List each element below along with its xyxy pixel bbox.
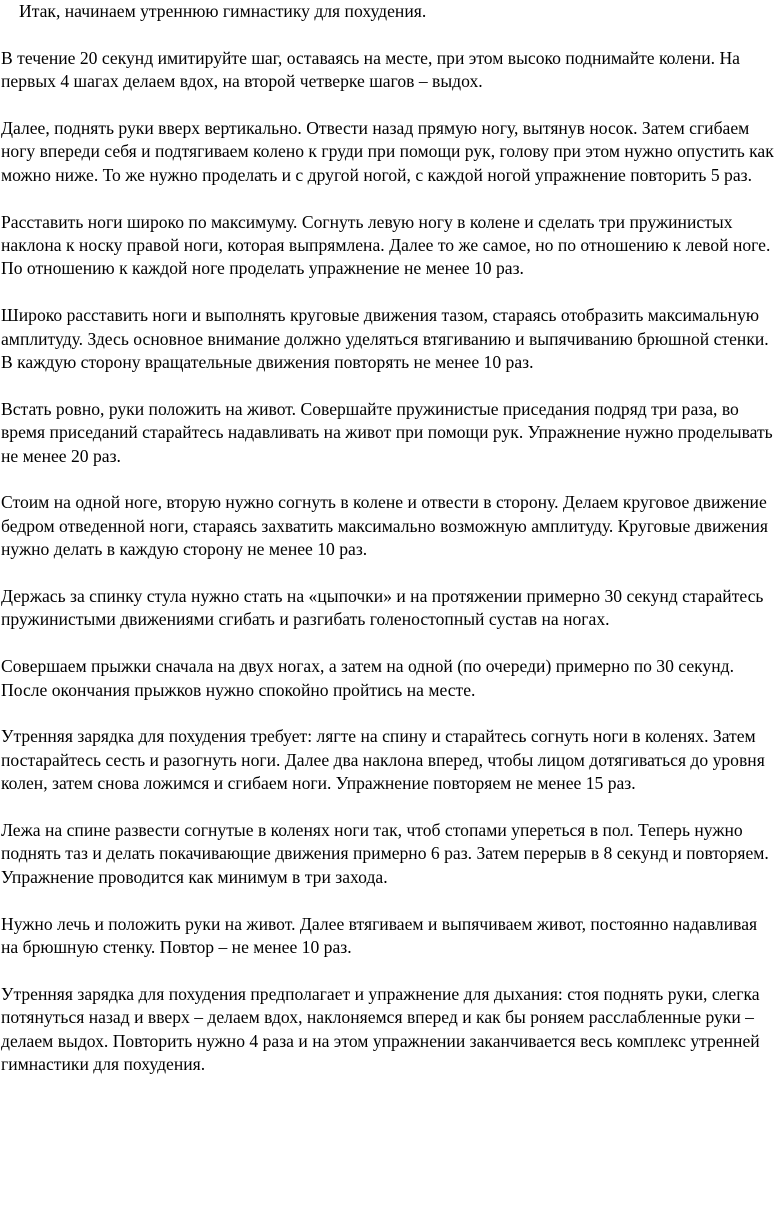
exercise-paragraph-12: Утренняя зарядка для похудения предполагает и упражнение для дыхания: стоя поднять руки, слегка потянуться назад и вверх – делаем вдох, наклоняемся вперед и как бы роняем расслабленные руки – делаем выдох. Повторить нужно 4 раза и на этом упражнении заканчивается весь комплекс утренней гимнастики для похудения. [1,983,760,1075]
exercise-paragraph-2: Далее, поднять руки вверх вертикально. Отвести назад прямую ногу, вытянув носок. Затем сгибаем ногу впереди себя и подтягиваем колено к груди при помощи рук, голову при этом нужно опустить как можно ниже. То же нужно проделать и с другой ногой, с каждой ногой упражнение повторить 5 раз. [1,118,774,185]
exercise-paragraph-8: Совершаем прыжки сначала на двух ногах, а затем на одной (по очереди) примерно по 30 секунд. После окончания прыжков нужно спокойно пройтись на месте. [1,656,734,700]
intro-paragraph: Итак, начинаем утреннюю гимнастику для похудения. [19,1,427,21]
exercise-paragraph-11: Нужно лечь и положить руки на живот. Далее втягиваем и выпячиваем живот, постоянно надавливая на брюшную стенку. Повтор – не менее 10 раз. [1,913,758,958]
exercise-paragraph-9: Утренняя зарядка для похудения требует: лягте на спину и старайтесь согнуть ноги в коленях. Затем постарайтесь сесть и разогнуть ноги. Далее два наклона вперед, чтобы лицом дотягиваться до уровня колен, затем снова ложимся и сгибаем ноги. Упражнение повторяем не менее 15 раз. [1,726,765,794]
exercise-paragraph-4: Широко расставить ноги и выполнять круговые движения тазом, стараясь отобразить максимальную амплитуду. Здесь основное внимание должно уделяться втягиванию и выпячиванию брюшной стенки. В каждую сторону вращательные движения повторять не менее 10 раз. [1,305,769,373]
exercise-paragraph-3: Расставить ноги широко по максимуму. Согнуть левую ногу в колене и сделать три пружинистых наклона к носку правой ноги, которая выпрямлена. Далее то же самое, но по отношению к левой ноге. По отношению к каждой ноге проделать упражнение не менее 10 раз. [1,211,771,279]
exercise-paragraph-10: Лежа на спине развести согнутые в коленях ноги так, чтоб стопами упереться в пол. Теперь нужно поднять таз и делать покачивающие движения примерно 6 раз. Затем перерыв в 8 секунд и повторяем. Упражнение проводится как минимум в три захода. [1,820,769,887]
exercise-paragraph-7: Держась за спинку стула нужно стать на «цыпочки» и на протяжении примерно 30 секунд старайтесь пружинистыми движениями сгибать и разгибать голеностопный сустав на ногах. [1,586,764,630]
exercise-paragraph-5: Встать ровно, руки положить на живот. Совершайте пружинистые приседания подряд три раза, во время приседаний старайтесь надавливать на живот при помощи рук. Упражнение нужно проделывать не менее 20 раз. [1,398,773,466]
exercise-paragraph-6: Стоим на одной ноге, вторую нужно согнуть в колене и отвести в сторону. Делаем круговое движение бедром отведенной ноги, стараясь захватить максимально возможную амплитуду. Круговые движения нужно делать в каждую сторону не менее 10 раз. [1,492,769,560]
exercise-paragraph-1: В течение 20 секунд имитируйте шаг, оставаясь на месте, при этом высоко поднимайте колени. На первых 4 шагах делаем вдох, на второй четверке шагов – выдох. [1,47,740,92]
